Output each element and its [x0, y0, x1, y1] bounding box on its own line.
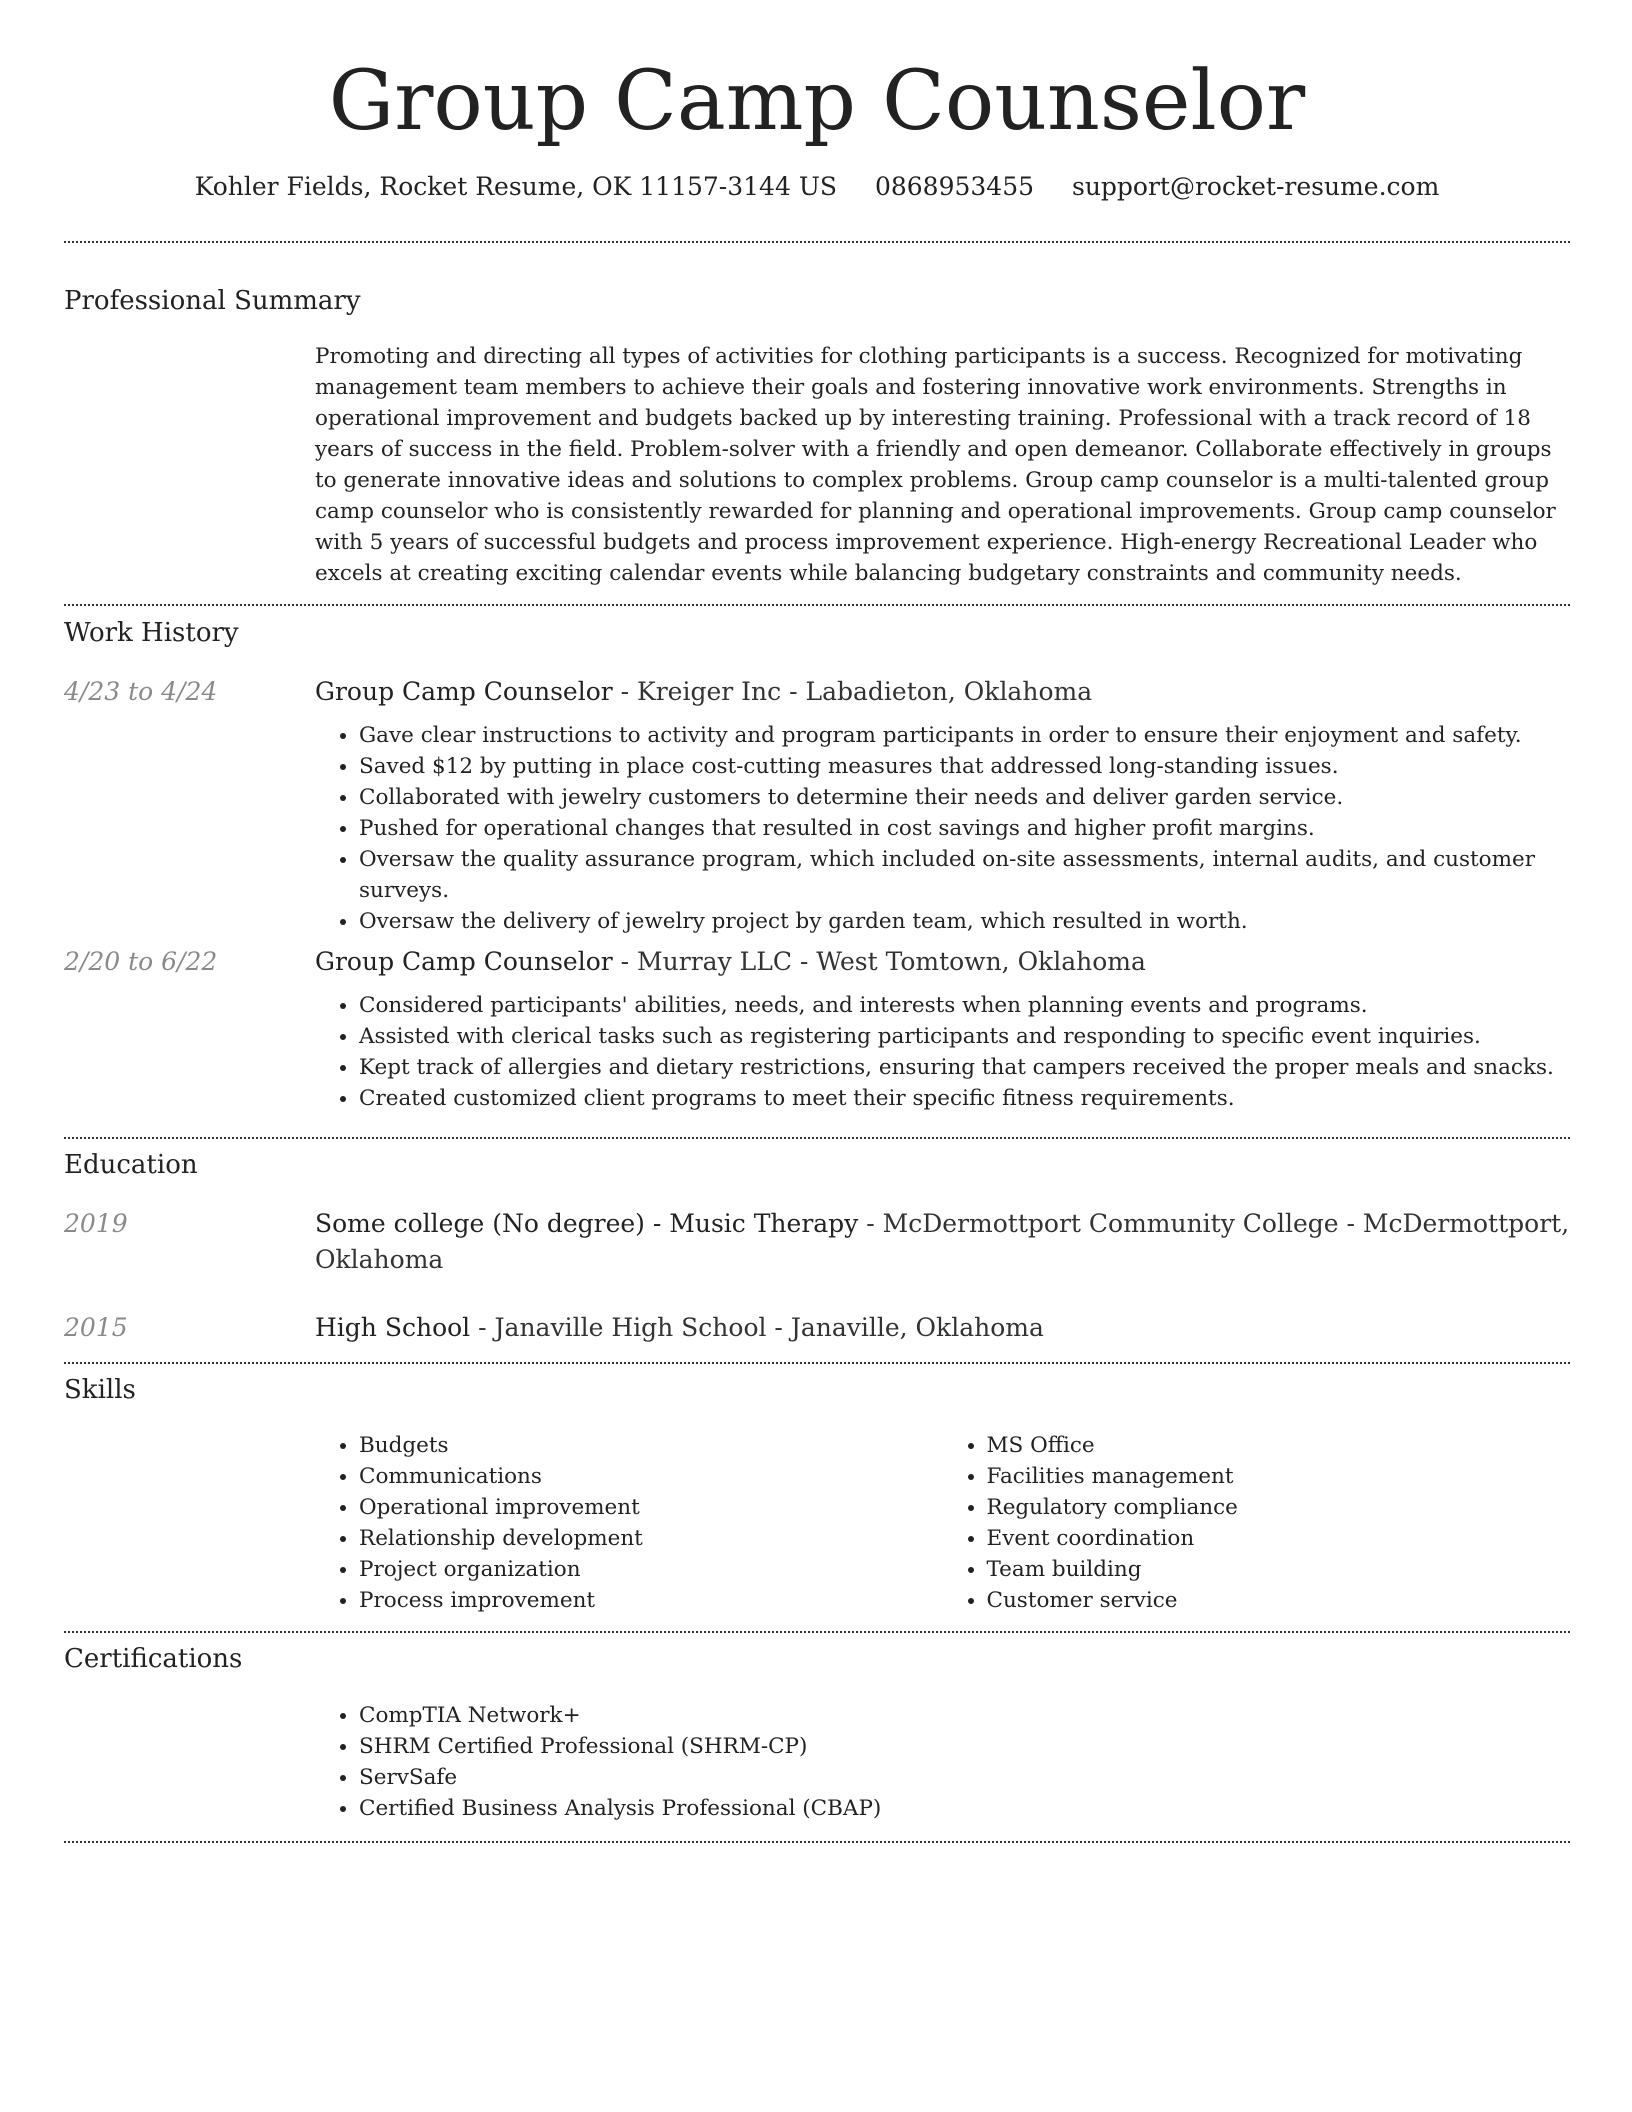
job-title-line: [315, 944, 1570, 980]
resume-page: [64, 0, 1570, 1821]
list-item: • Operational improvement: [359, 1492, 943, 1523]
job-entry: [315, 944, 1570, 1114]
list-item: • Created customized client programs to meet their specific fitness requirements.: [359, 1083, 1570, 1114]
list-item: • SHRM Certified Professional (SHRM-CP): [359, 1731, 1570, 1762]
contact-address: Kohler Fields, Rocket Resume, OK 11157-3144 US: [194, 172, 838, 201]
certifications-list: [315, 1700, 1570, 1824]
job-title-line: [315, 674, 1570, 710]
contact-line: [64, 172, 1570, 202]
education-year: 2015: [64, 1313, 128, 1342]
list-item: • Saved $12 by putting in place cost-cutting measures that addressed long-standing issues.: [359, 751, 1570, 782]
list-item: • Budgets: [359, 1430, 943, 1461]
job-bullets: [315, 990, 1570, 1114]
education-school: - McDermottport Community College - McDermottport, Oklahoma: [315, 1209, 1570, 1274]
list-item: • Customer service: [987, 1585, 1571, 1616]
skills-block: [315, 1430, 1570, 1616]
summary-text: Promoting and directing all types of activities for clothing participants is a success. Recognized for motivating management team members to achieve their goals and fostering innovative work environments. Strengths in operational improvement and budgets backed up by interesting training. Professional with a track record of 18 years of success in the field. Problem-solver with a friendly and open demeanor. Collaborate effectively in groups to generate innovative ideas and solutions to complex problems. Group camp counselor is a multi-talented group camp counselor who is consistently rewarded for planning and operational improvements. Group camp counselor with 5 years of successful budgets and process improvement experience. High-energy Recreational Leader who excels at creating exciting calendar events while balancing budgetary constraints and community needs.: [315, 344, 1556, 586]
section-title-work: Work History: [64, 618, 239, 648]
list-item: • Team building: [987, 1554, 1571, 1585]
divider: [64, 1841, 1570, 1843]
section-title-summary: Professional Summary: [64, 286, 361, 316]
list-item: • Assisted with clerical tasks such as registering participants and responding to specific event inquiries.: [359, 1021, 1570, 1052]
skills-list-left: [315, 1430, 943, 1616]
list-item: • ServSafe: [359, 1762, 1570, 1793]
divider: [64, 1137, 1570, 1139]
job-employer: - Kreiger Inc - Labadieton, Oklahoma: [612, 677, 1093, 706]
job-bullets: [315, 720, 1570, 937]
list-item: • Relationship development: [359, 1523, 943, 1554]
list-item: • Process improvement: [359, 1585, 943, 1616]
list-item: • Event coordination: [987, 1523, 1571, 1554]
list-item: • Oversaw the delivery of jewelry project by garden team, which resulted in worth.: [359, 906, 1570, 937]
summary-block: [315, 341, 1570, 589]
list-item: • Project organization: [359, 1554, 943, 1585]
section-title-certifications: Certifications: [64, 1644, 243, 1674]
job-entry: [315, 674, 1570, 937]
list-item: • Facilities management: [987, 1461, 1571, 1492]
education-year: 2019: [64, 1209, 128, 1238]
education-line: [315, 1206, 1570, 1278]
education-degree: High School: [315, 1313, 471, 1342]
list-item: • Gave clear instructions to activity and program participants in order to ensure their enjoyment and safety.: [359, 720, 1570, 751]
divider: [64, 241, 1570, 243]
list-item: • Pushed for operational changes that resulted in cost savings and higher profit margins.: [359, 813, 1570, 844]
list-item: • Considered participants' abilities, needs, and interests when planning events and programs.: [359, 990, 1570, 1021]
section-title-skills: Skills: [64, 1375, 136, 1405]
job-dates: 4/23 to 4/24: [64, 677, 218, 706]
resume-name: Group Camp Counselor: [328, 54, 1306, 149]
list-item: • Kept track of allergies and dietary restrictions, ensuring that campers received the proper meals and snacks.: [359, 1052, 1570, 1083]
education-entry: [315, 1310, 1570, 1346]
section-title-education: Education: [64, 1150, 198, 1180]
list-item: • CompTIA Network+: [359, 1700, 1570, 1731]
list-item: • Oversaw the quality assurance program, which included on-site assessments, internal audits, and customer surveys.: [359, 844, 1570, 906]
divider: [64, 1631, 1570, 1633]
list-item: • Communications: [359, 1461, 943, 1492]
job-role: Group Camp Counselor: [315, 677, 613, 706]
education-entry: [315, 1206, 1570, 1278]
job-dates: 2/20 to 6/22: [64, 947, 218, 976]
list-item: • Certified Business Analysis Professional (CBAP): [359, 1793, 1570, 1824]
contact-email[interactable]: support@rocket-resume.com: [1071, 172, 1440, 201]
certifications-block: [315, 1700, 1570, 1824]
divider: [64, 604, 1570, 606]
education-school: - Janaville High School - Janaville, Oklahoma: [470, 1313, 1044, 1342]
job-role: Group Camp Counselor: [315, 947, 613, 976]
education-line: [315, 1310, 1570, 1346]
skills-list-right: [943, 1430, 1571, 1616]
contact-phone: 0868953455: [874, 172, 1035, 201]
list-item: • Collaborated with jewelry customers to determine their needs and deliver garden service.: [359, 782, 1570, 813]
list-item: • Regulatory compliance: [987, 1492, 1571, 1523]
job-employer: - Murray LLC - West Tomtown, Oklahoma: [612, 947, 1146, 976]
divider: [64, 1362, 1570, 1364]
list-item: • MS Office: [987, 1430, 1571, 1461]
education-degree: Some college (No degree) - Music Therapy: [315, 1209, 859, 1238]
